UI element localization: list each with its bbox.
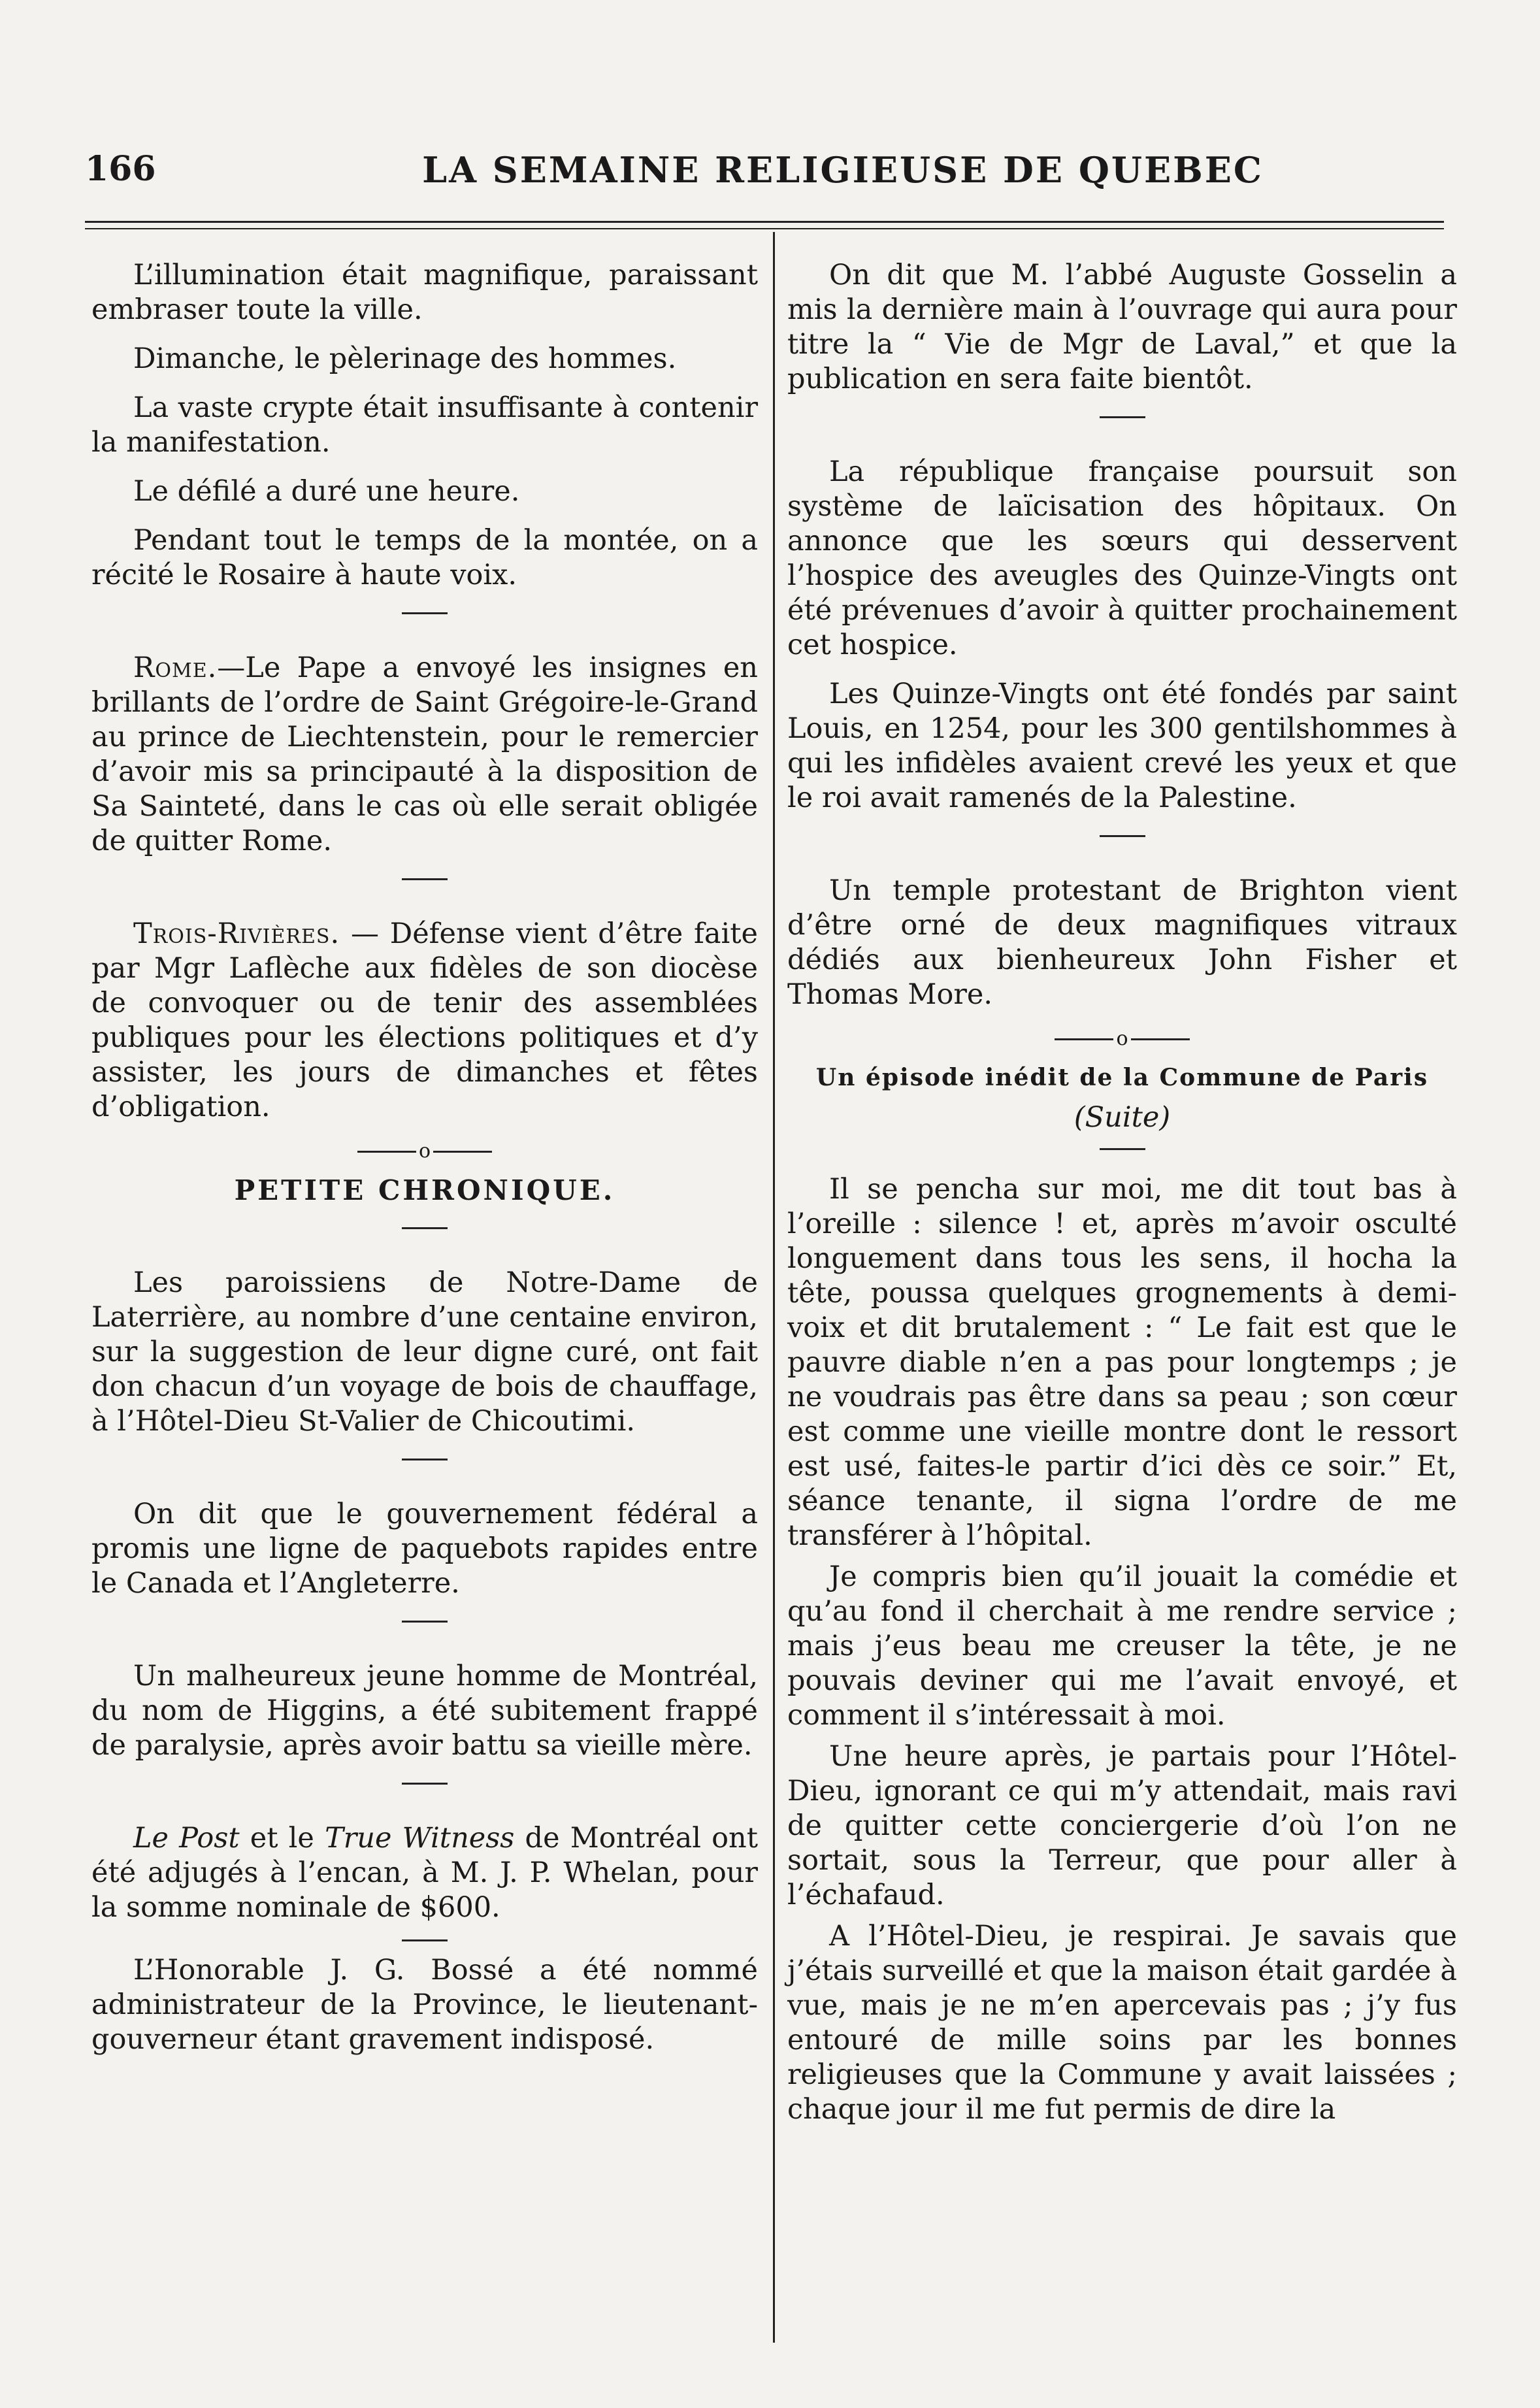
paragraph-quinze-vingts: Les Quinze-Vingts ont été fondés par saint Louis, en 1254, pour les 300 gentilshommes à qui les infidèles avaient crevé les yeux et que le roi avait ramenés de la Palestine. (787, 678, 1457, 814)
paragraph-laicisation: La république française poursuit son système de laïcisation des hôpitaux. On annonce que les sœurs qui desservent l’hospice des aveugles des Quinze-Vingts ont été prévenues d’avoir à quitter prochainement cet hospice. (787, 455, 1457, 661)
paragraph-laterriere: Les paroissiens de Notre-Dame de Laterrière, au nombre d’une centaine environ, sur la suggestion de leur digne curé, ont fait don chacun d’un voyage de bois de chauffage, à l’Hôtel-Dieu St-Valier de Chicoutimi. (91, 1266, 758, 1438)
paragraph-rome (91, 651, 758, 859)
post-rest: de Montréal ont été adjugés à l’encan, à M. J. P. Whelan, pour la somme nominale de $600. (91, 1822, 759, 1924)
separator-dash (402, 878, 448, 880)
rome-text: —Le Pape a envoyé les insignes en brillants de l’ordre de Saint Grégoire-le-Grand au prince de Liechtenstein, pour le remercier d’avoir mis sa principauté à la disposition de Sa Sainteté, dans le cas où elle serait obligée de quitter Rome. (91, 651, 758, 857)
paragraph-pelerinage: Dimanche, le pèlerinage des hommes. (133, 342, 677, 375)
connector-text: et le (239, 1822, 325, 1855)
separator-dash (402, 1783, 448, 1785)
separator-dash (402, 1459, 448, 1460)
paragraph-story-1: Il se pencha sur moi, me dit tout bas à l’oreille : silence ! et, après m’avoir osculté longuement dans tous les sens, il hocha la tête, poussa quelques grognements à demi-voix et dit brutalement : “ Le fait est que le pauvre diable n’en a pas pour longtemps ; je ne voudrais pas être dans sa peau ; son cœur est comme une vieille montre dont le ressort est usé, faites-le partir d’ici dès ce soir.” Et, séance tenante, il signa l’ordre de me transférer à l’hôpital. (787, 1173, 1457, 1552)
paragraph-post-true-witness (91, 1821, 758, 1925)
header-rule (85, 221, 1444, 229)
paragraph-brighton: Un temple protestant de Brighton vient d’être orné de deux magnifiques vitraux dédiés aux bienheureux John Fisher et Thomas More. (787, 874, 1457, 1011)
paragraph-story-2: Je compris bien qu’il jouait la comédie et qu’au fond il cherchait à me rendre service ; mais j’eus beau me creuser la tête, je ne pouvais deviner qui me l’avait envoyé, et comment il s’intéressait à moi. (787, 1560, 1457, 1732)
separator-dash (1100, 835, 1145, 837)
paragraph-gosselin: On dit que M. l’abbé Auguste Gosselin a mis la dernière main à l’ouvrage qui aura pour titre la “ Vie de Mgr de Laval,” et que la publication en sera faite bientôt. (787, 259, 1457, 395)
paragraph-story-4: A l’Hôtel-Dieu, je respirai. Je savais que j’étais surveillé et que la maison était gardée à vue, mais je ne m’en apercevais pas ; j’y fus entouré de mille soins par les bonnes religieuses que la Commune y avait laissées ; chaque jour il me fut permis de dire la (787, 1920, 1457, 2126)
paragraph-crypte: La vaste crypte était insuffisante à contenir la manifestation. (91, 391, 758, 459)
separator-dash (402, 612, 448, 614)
paragraph-bosse: L’Honorable J. G. Bossé a été nommé administrateur de la Province, le lieutenant-gouverneur étant gravement indisposé. (91, 1954, 758, 2056)
paragraph-illumination: L’illumination était magnifique, paraissant embraser toute la ville. (91, 259, 758, 326)
paragraph-story-3: Une heure après, je partais pour l’Hôtel-Dieu, ignorant ce qui m’y attendait, mais ravi de quitter cette conciergerie d’où l’on ne sortait, sous la Terreur, que pour aller à l’échafaud. (787, 1740, 1457, 1911)
section-title: PETITE CHRONIQUE. (234, 1174, 615, 1206)
right-column (787, 258, 1457, 2134)
page-number: 166 (85, 149, 156, 189)
post-title: Le Post (133, 1822, 240, 1855)
trois-rivieres-text: — Défense vient d’être faite par Mgr Laflèche aux fidèles de son diocèse de convoquer ou de tenir des assemblées publiques pour les élections politiques et d’y assister, les jours de dimanches et fêtes d’obligation. (91, 917, 758, 1123)
trois-rivieres-lead: Trois-Rivières. (133, 917, 340, 950)
separator-ornament: o (787, 1029, 1457, 1049)
separator-dash (1100, 416, 1145, 418)
article-suite: (Suite) (1073, 1101, 1171, 1134)
running-title: LA SEMAINE RELIGIEUSE DE QUEBEC (422, 149, 1264, 191)
left-column (91, 258, 758, 2071)
rome-lead: Rome. (133, 651, 218, 684)
column-divider (773, 232, 775, 2343)
separator-dash (402, 1621, 448, 1623)
separator-dash (402, 1939, 448, 1941)
article-title: Un épisode inédit de la Commune de Paris (815, 1064, 1429, 1091)
separator-dash (402, 1227, 448, 1229)
separator-ornament: o (91, 1142, 758, 1161)
true-witness-title: True Witness (325, 1822, 515, 1855)
page-header (85, 149, 1444, 208)
paragraph-higgins: Un malheureux jeune homme de Montréal, du nom de Higgins, a été subitement frappé de paralysie, après avoir battu sa vieille mère. (91, 1660, 758, 1762)
separator-dash (1100, 1148, 1145, 1150)
paragraph-trois-rivieres (91, 917, 758, 1125)
paragraph-rosaire: Pendant tout le temps de la montée, on a récité le Rosaire à haute voix. (91, 524, 758, 591)
paragraph-defile: Le défilé a duré une heure. (133, 475, 520, 508)
paragraph-paquebots: On dit que le gouvernement fédéral a promis une ligne de paquebots rapides entre le Canada et l’Angleterre. (91, 1498, 758, 1600)
